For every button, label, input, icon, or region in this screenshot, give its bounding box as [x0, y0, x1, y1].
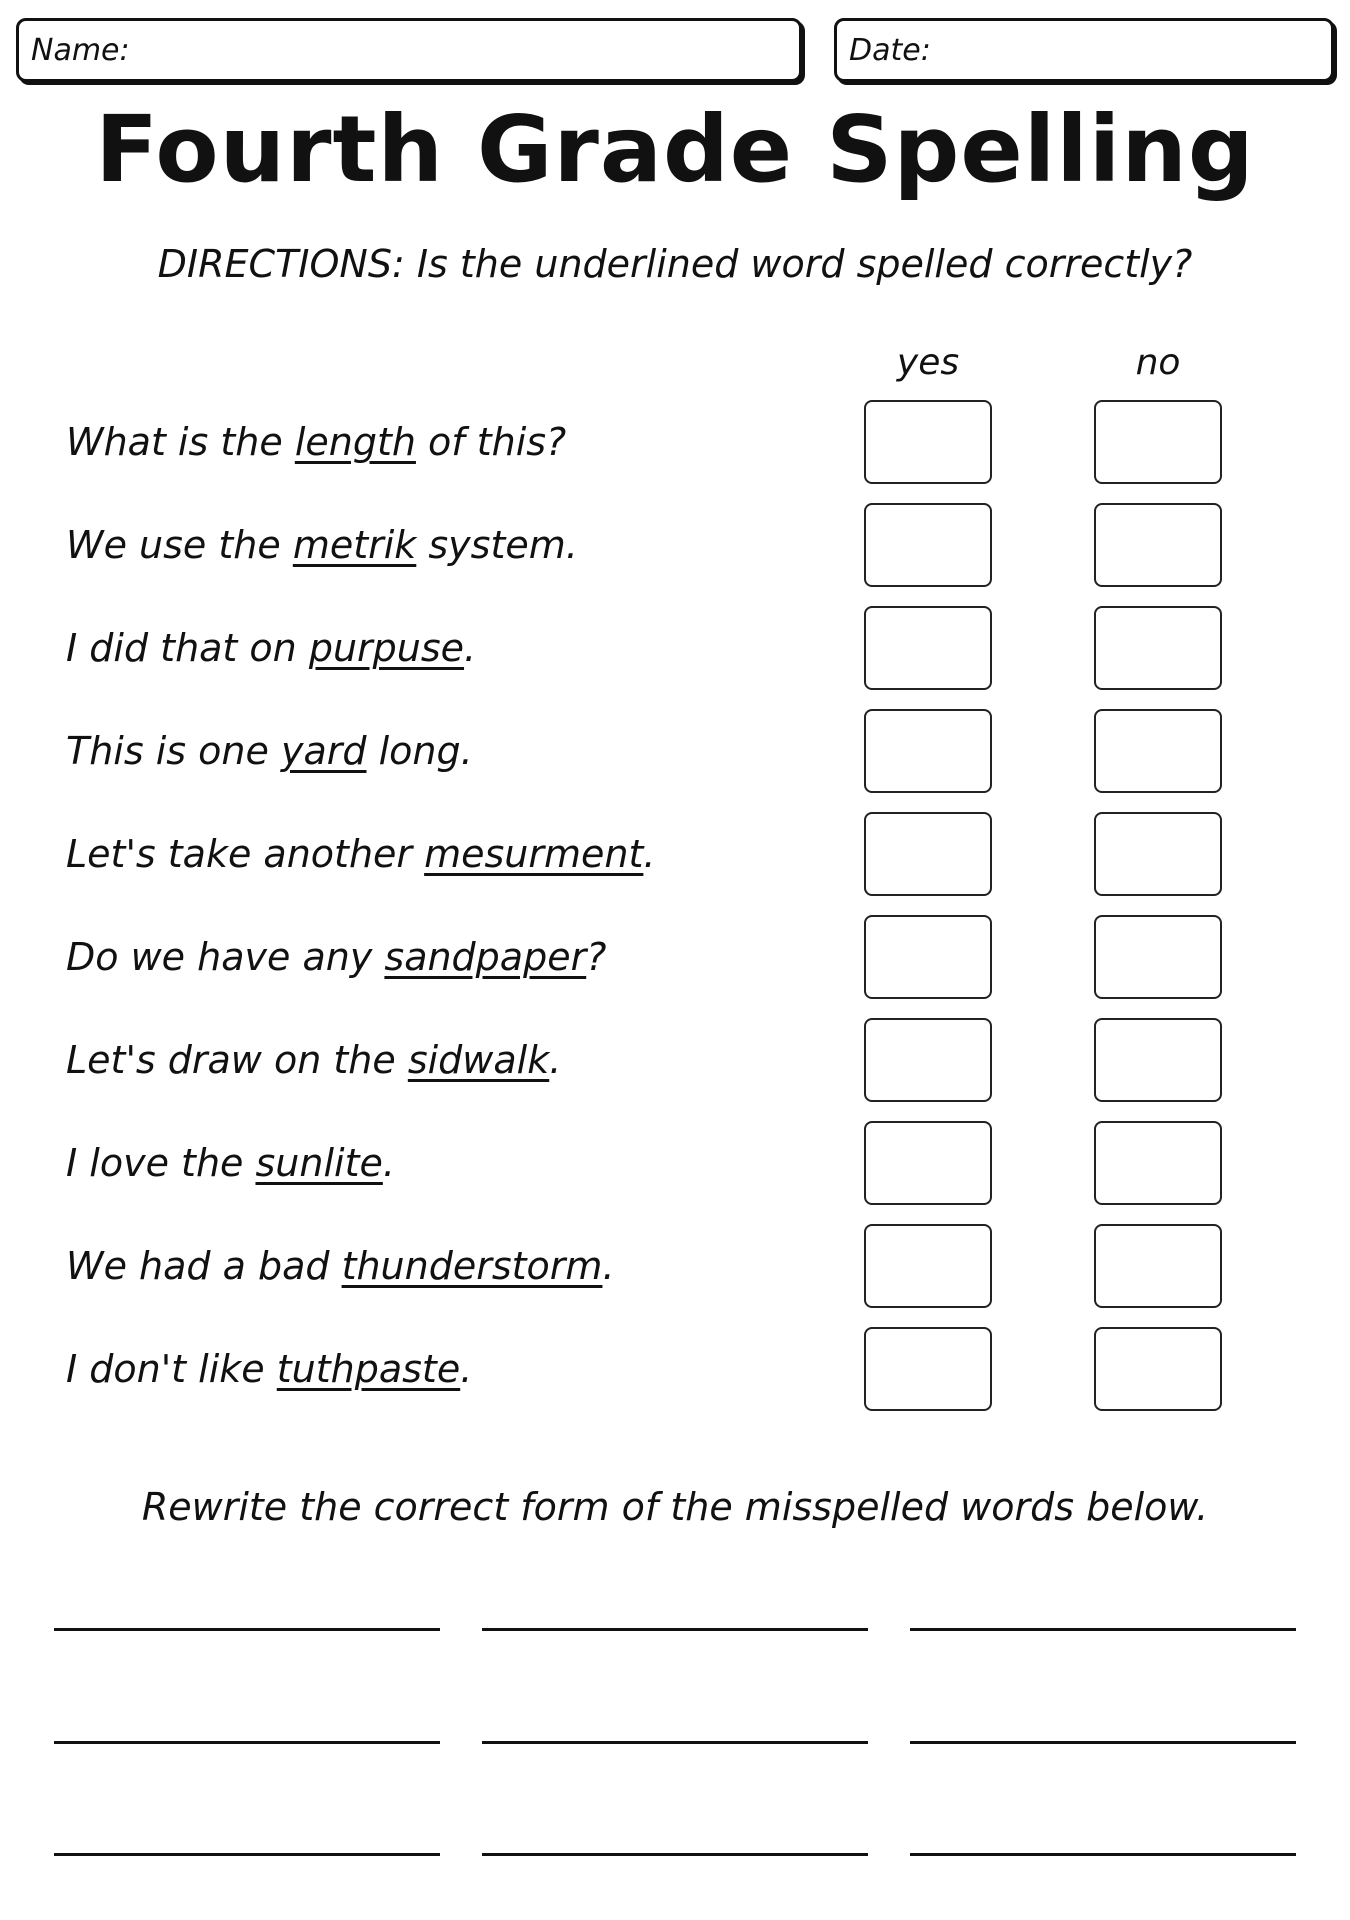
- underlined-word: mesurment: [424, 832, 644, 876]
- question-text-after: long.: [366, 729, 473, 773]
- answer-line[interactable]: [54, 1853, 440, 1856]
- question-text-before: We use the: [66, 523, 293, 567]
- question-row: [66, 606, 846, 690]
- answer-line[interactable]: [910, 1741, 1296, 1744]
- no-checkbox[interactable]: [1094, 606, 1222, 690]
- question-text-before: I don't like: [66, 1347, 277, 1391]
- directions-text: DIRECTIONS: Is the underlined word spelled correctly?: [157, 242, 1193, 286]
- question-text-after: .: [382, 1141, 395, 1185]
- underlined-word: sandpaper: [384, 935, 587, 979]
- question-row: [66, 1327, 846, 1411]
- yes-checkbox[interactable]: [864, 1121, 992, 1205]
- yes-checkbox[interactable]: [864, 1224, 992, 1308]
- question-row: [66, 915, 846, 999]
- question-text-before: This is one: [66, 729, 281, 773]
- underlined-word: length: [294, 420, 416, 464]
- question-row: [66, 1018, 846, 1102]
- answer-line[interactable]: [54, 1628, 440, 1631]
- date-field[interactable]: [834, 18, 1334, 82]
- no-checkbox[interactable]: [1094, 503, 1222, 587]
- question-text-before: Let's draw on the: [66, 1038, 408, 1082]
- yes-checkbox[interactable]: [864, 606, 992, 690]
- question-text-after: system.: [416, 523, 578, 567]
- no-checkbox[interactable]: [1094, 1018, 1222, 1102]
- question-row: [66, 400, 846, 484]
- question-text-after: of this?: [415, 420, 567, 464]
- answer-line[interactable]: [482, 1853, 868, 1856]
- answer-line[interactable]: [910, 1628, 1296, 1631]
- rewrite-instruction: Rewrite the correct form of the misspelled words below.: [141, 1485, 1209, 1529]
- yes-checkbox[interactable]: [864, 400, 992, 484]
- underlined-word: sunlite: [255, 1141, 383, 1185]
- no-column-header: no: [1135, 342, 1181, 383]
- no-checkbox[interactable]: [1094, 1327, 1222, 1411]
- answer-line[interactable]: [482, 1741, 868, 1744]
- underlined-word: sidwalk: [407, 1038, 550, 1082]
- no-checkbox[interactable]: [1094, 709, 1222, 793]
- yes-column-header: yes: [896, 342, 960, 383]
- question-text-after: .: [460, 1347, 473, 1391]
- answer-line[interactable]: [910, 1853, 1296, 1856]
- yes-checkbox[interactable]: [864, 812, 992, 896]
- underlined-word: purpuse: [308, 626, 465, 670]
- question-row: [66, 812, 846, 896]
- date-label: Date:: [849, 33, 931, 68]
- question-text-before: Do we have any: [66, 935, 385, 979]
- question-row: [66, 1224, 846, 1308]
- page-title: Fourth Grade Spelling: [95, 96, 1255, 203]
- no-checkbox[interactable]: [1094, 400, 1222, 484]
- question-text-after: .: [602, 1244, 615, 1288]
- yes-checkbox[interactable]: [864, 503, 992, 587]
- question-text-before: I love the: [66, 1141, 256, 1185]
- question-text-before: We had a bad: [66, 1244, 342, 1288]
- question-row: [66, 709, 846, 793]
- name-label: Name:: [31, 33, 130, 68]
- yes-checkbox[interactable]: [864, 1327, 992, 1411]
- no-checkbox[interactable]: [1094, 1224, 1222, 1308]
- answer-line[interactable]: [54, 1741, 440, 1744]
- question-text-after: .: [549, 1038, 562, 1082]
- question-text-after: .: [464, 626, 477, 670]
- question-text-before: I did that on: [66, 626, 309, 670]
- answer-line[interactable]: [482, 1628, 868, 1631]
- no-checkbox[interactable]: [1094, 812, 1222, 896]
- underlined-word: thunderstorm: [341, 1244, 603, 1288]
- yes-checkbox[interactable]: [864, 709, 992, 793]
- name-field[interactable]: [16, 18, 802, 82]
- yes-checkbox[interactable]: [864, 915, 992, 999]
- question-row: [66, 503, 846, 587]
- underlined-word: metrik: [292, 523, 417, 567]
- question-text-before: Let's take another: [66, 832, 425, 876]
- question-row: [66, 1121, 846, 1205]
- no-checkbox[interactable]: [1094, 1121, 1222, 1205]
- question-text-before: What is the: [66, 420, 295, 464]
- yes-checkbox[interactable]: [864, 1018, 992, 1102]
- no-checkbox[interactable]: [1094, 915, 1222, 999]
- question-text-after: ?: [586, 935, 607, 979]
- underlined-word: yard: [280, 729, 367, 773]
- question-text-after: .: [643, 832, 656, 876]
- underlined-word: tuthpaste: [276, 1347, 461, 1391]
